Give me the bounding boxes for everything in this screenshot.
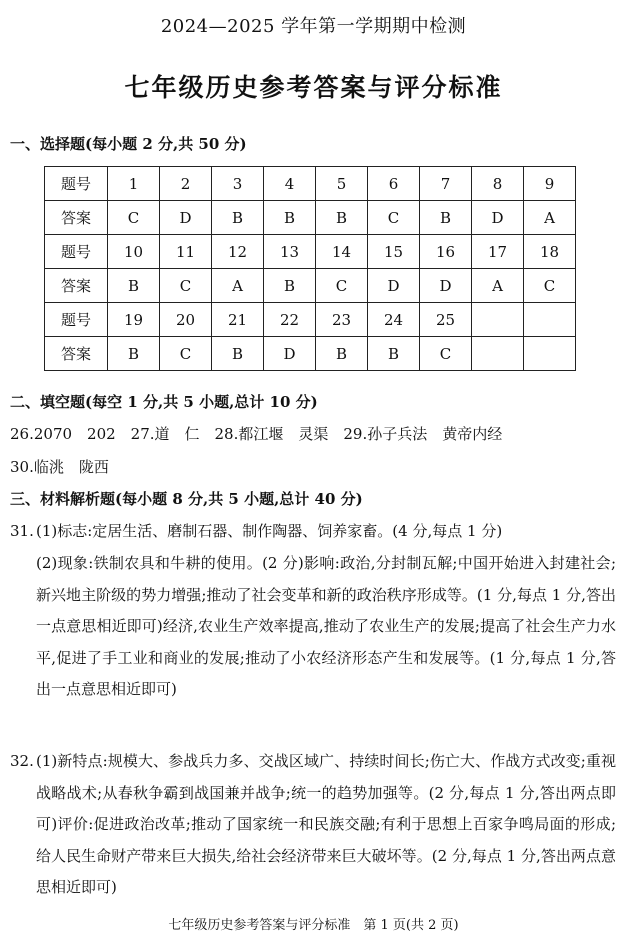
table-cell	[524, 303, 576, 337]
table-cell	[472, 303, 524, 337]
table-row-question-numbers	[45, 235, 576, 269]
table-cell: B	[368, 337, 420, 371]
page-footer: 七年级历史参考答案与评分标准 第 1 页(共 2 页)	[168, 918, 459, 933]
table-cell: 24	[368, 303, 420, 337]
table-cell: C	[524, 269, 576, 303]
table-row-header-cell: 题号	[45, 167, 108, 201]
table-row-header-cell: 答案	[45, 269, 108, 303]
table-cell: B	[264, 201, 316, 235]
question-32-part-1-text: (1)新特点:规模大、参战兵力多、交战区域广、持续时间长;伤亡大、作战方式改变;重视战略战术;从春秋争霸到战国兼并战争;统一的趋势加强等。(2 分,每点 1 分,答出两点即可)评价:促进政治改革;推动了国家统一和民族交融;有利于思想上百家争鸣局面的形成;给人民生命财产带来巨大损失,给社会经济带来巨大破坏等。(2 分,每点 1 分,答出两点意思相近即可)	[36, 752, 616, 896]
question-31-part-1	[10, 516, 616, 548]
table-cell: 11	[160, 235, 212, 269]
fill-blank-answers-30: 30.临洮 陇西	[10, 458, 109, 476]
question-32-number: 32.	[10, 752, 34, 770]
table-cell: B	[212, 201, 264, 235]
table-row-answers	[45, 201, 576, 235]
table-cell: 4	[264, 167, 316, 201]
table-cell: C	[420, 337, 472, 371]
table-cell: 21	[212, 303, 264, 337]
table-cell: 6	[368, 167, 420, 201]
table-cell: C	[160, 337, 212, 371]
question-31-part-2	[36, 548, 616, 706]
table-cell: 25	[420, 303, 472, 337]
table-cell: B	[108, 269, 160, 303]
question-31-part-1-text: (1)标志:定居生活、磨制石器、制作陶器、饲养家畜。(4 分,每点 1 分)	[36, 522, 503, 540]
multiple-choice-answer-table	[44, 166, 576, 371]
table-cell: 5	[316, 167, 368, 201]
table-cell: 7	[420, 167, 472, 201]
table-cell: 22	[264, 303, 316, 337]
section-2-heading: 二、填空题(每空 1 分,共 5 小题,总计 10 分)	[10, 393, 318, 411]
table-cell: D	[420, 269, 472, 303]
section-3-heading: 三、材料解析题(每小题 8 分,共 5 小题,总计 40 分)	[10, 490, 363, 508]
table-cell: 16	[420, 235, 472, 269]
table-cell: C	[316, 269, 368, 303]
table-cell: 10	[108, 235, 160, 269]
table-cell: B	[316, 337, 368, 371]
table-cell: 8	[472, 167, 524, 201]
table-cell: 12	[212, 235, 264, 269]
question-31-part-2-text: (2)现象:铁制农具和牛耕的使用。(2 分)影响:政治,分封制瓦解;中国开始进入封建社会;新兴地主阶级的势力增强;推动了社会变革和新的政治秩序形成等。(1 分,每点 1 分,答出一点意思相近即可)经济,农业生产效率提高,推动了农业生产的发展;提高了社会生产力水平,促进了手工业和商业的发展;推动了小农经济形态产生和发展等。(1 分,每点 1 分,答出一点意思相近即可)	[36, 554, 616, 698]
table-row-header-cell: 答案	[45, 337, 108, 371]
document-title: 七年级历史参考答案与评分标准	[124, 73, 503, 102]
table-cell: A	[524, 201, 576, 235]
table-cell: B	[212, 337, 264, 371]
table-cell: 20	[160, 303, 212, 337]
table-row-header-cell: 题号	[45, 235, 108, 269]
table-cell: 23	[316, 303, 368, 337]
table-cell: 14	[316, 235, 368, 269]
table-cell: C	[160, 269, 212, 303]
table-cell: 3	[212, 167, 264, 201]
table-cell: 13	[264, 235, 316, 269]
exam-title: 2024—2025 学年第一学期期中检测	[160, 16, 467, 37]
table-cell	[472, 337, 524, 371]
table-row-header-cell: 答案	[45, 201, 108, 235]
table-cell: B	[316, 201, 368, 235]
table-cell: B	[264, 269, 316, 303]
table-cell: 18	[524, 235, 576, 269]
section-1-heading: 一、选择题(每小题 2 分,共 50 分)	[10, 135, 247, 153]
table-cell: D	[472, 201, 524, 235]
question-31-number: 31.	[10, 522, 34, 540]
table-cell: B	[420, 201, 472, 235]
table-cell: D	[160, 201, 212, 235]
table-row-question-numbers	[45, 303, 576, 337]
table-cell: A	[472, 269, 524, 303]
table-cell: C	[368, 201, 420, 235]
table-row-answers	[45, 269, 576, 303]
table-cell	[524, 337, 576, 371]
table-row-answers	[45, 337, 576, 371]
table-cell: 2	[160, 167, 212, 201]
fill-blank-answers-26-29: 26.2070 202 27.道 仁 28.都江堰 灵渠 29.孙子兵法 黄帝内经	[10, 425, 503, 443]
table-cell: 19	[108, 303, 160, 337]
table-cell: C	[108, 201, 160, 235]
table-cell: 1	[108, 167, 160, 201]
question-32-part-1	[10, 746, 616, 904]
table-cell: D	[368, 269, 420, 303]
table-row-question-numbers	[45, 167, 576, 201]
table-cell: D	[264, 337, 316, 371]
table-cell: B	[108, 337, 160, 371]
table-row-header-cell: 题号	[45, 303, 108, 337]
table-cell: 15	[368, 235, 420, 269]
table-cell: A	[212, 269, 264, 303]
table-cell: 17	[472, 235, 524, 269]
table-cell: 9	[524, 167, 576, 201]
